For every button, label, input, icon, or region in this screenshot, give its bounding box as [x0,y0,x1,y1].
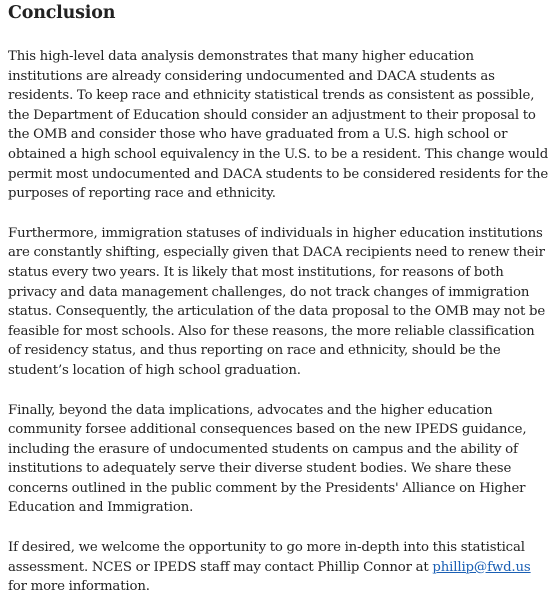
paragraph-3: Finally, beyond the data implications, advocates and the higher education community forsee additional consequences based on the new IPEDS guidance, including the erasure of undocumented students on campus and the ability of institutions to adequately serve their diverse student bodies. We share these concerns outlined in the public comment by the Presidents' Alliance on Higher Education and Immigration. [8,402,527,516]
paragraph-2: Furthermore, immigration statuses of individuals in higher education institutions are constantly shifting, especially given that DACA recipients need to renew their status every two years. It is likely that most institutions, for reasons of both privacy and data management challenges, do not track changes of immigration status. Consequently, the articulation of the data proposal to the OMB may not be feasible for most schools. Also for these reasons, the more reliable classification of residency status, and thus reporting on race and ethnicity, should be the student’s location of high school graduation. [8,225,546,378]
paragraph-4-text-end: for more information. [8,579,150,595]
paragraph-1: This high-level data analysis demonstrates that many higher education institutions are already considering undocumented and DACA students as residents. To keep race and ethnicity statistical trends as consistent as possible, the Department of Education should consider an adjustment to their proposal to the OMB and consider those who have graduated from a U.S. high school or obtained a high school equivalency in the U.S. to be a resident. This change would permit most undocumented and DACA students to be considered residents for the purposes of reporting race and ethnicity. [8,49,549,202]
paragraph-4-text-start: If desired, we welcome the opportunity to go more in-depth into this statistical assessment. NCES or IPEDS staff may contact Phillip Connor at [8,540,525,575]
email-link[interactable]: phillip@fwd.us [432,559,531,575]
section-heading: Conclusion [8,3,116,23]
paragraph-4 [8,538,549,597]
